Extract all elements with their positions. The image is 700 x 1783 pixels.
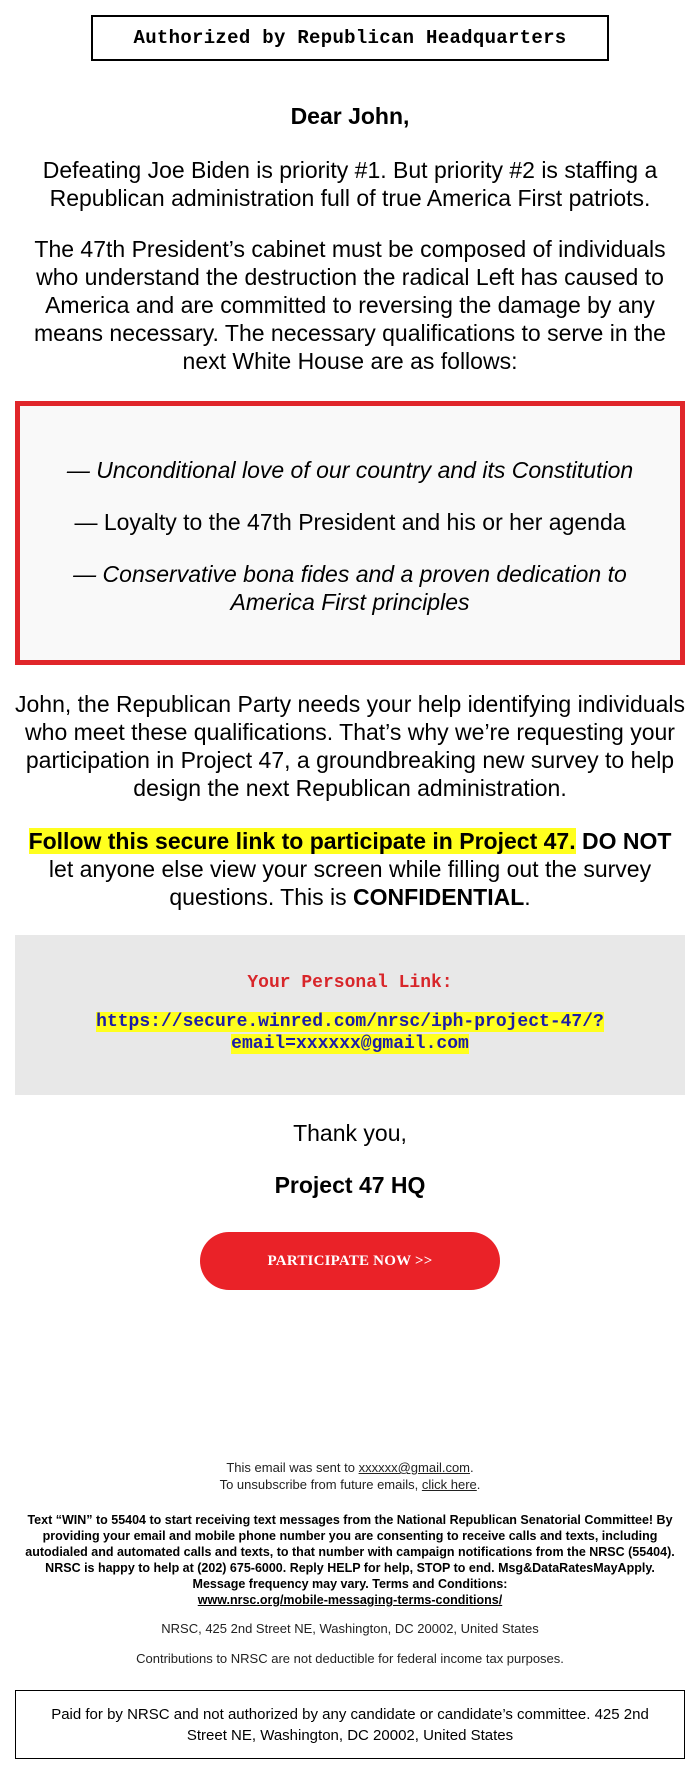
personal-link-url-line2[interactable]: email=xxxxxx@gmail.com	[231, 1034, 469, 1054]
authorized-text: Authorized by Republican Headquarters	[133, 27, 567, 49]
personal-link-box	[15, 935, 685, 1095]
unsubscribe-link[interactable]: click here	[421, 1477, 477, 1492]
contributions-disclaimer: Contributions to NRSC are not deductible for federal income tax purposes.	[136, 1651, 564, 1666]
participate-now-label: PARTICIPATE NOW >>	[267, 1252, 433, 1269]
do-not-text: DO NOT	[581, 828, 672, 854]
signoff-text: Project 47 HQ	[274, 1172, 426, 1198]
authorized-banner	[91, 15, 609, 61]
sent-suffix: .	[470, 1460, 474, 1475]
unsubscribe-prefix: To unsubscribe from future emails,	[219, 1477, 422, 1492]
qualification-item: — Unconditional love of our country and its Constitution	[66, 457, 634, 483]
cta-paragraph	[14, 827, 686, 911]
footer-address: NRSC, 425 2nd Street NE, Washington, DC 20002, United States	[161, 1621, 539, 1636]
sms-text: Text “WIN” to 55404 to start receiving text messages from the National Republican Senatorial Committee! By providing your email and mobile phone number you are consenting to receive calls and texts, including autodialed and automated calls and texts, to that number with campaign notifications from the NRSC (55404). NRSC is happy to help at (202) 675-6000. Reply HELP for help, STOP to end. Msg&DataRatesMayApply. Message frequency may vary. Terms and Conditions:	[25, 1513, 675, 1591]
qualification-item: — Loyalty to the 47th President and his or her agenda	[74, 509, 626, 535]
personal-link-url[interactable]	[55, 1011, 645, 1055]
qualification-item: — Conservative bona fides and a proven dedication to America First principles	[73, 561, 627, 615]
cta-highlight-link[interactable]: Follow this secure link to participate in Project 47.	[28, 828, 576, 854]
confidential-text: CONFIDENTIAL	[353, 884, 525, 910]
personal-link-label: Your Personal Link:	[247, 973, 453, 993]
survey-paragraph: John, the Republican Party needs your help identifying individuals who meet these qualifications. That’s why we’re requesting your participation in Project 47, a groundbreaking new survey to help design the next Republican administration.	[15, 691, 685, 801]
footer-sent-info	[20, 1459, 680, 1493]
paid-for-text: Paid for by NRSC and not authorized by any candidate or candidate’s committee. 425 2nd Street NE, Washington, DC 20002, United States	[51, 1705, 649, 1744]
cta-middle-text: let anyone else view your screen while filling out the survey questions. This is	[48, 856, 652, 910]
sms-disclaimer	[20, 1512, 680, 1608]
paid-for-box	[15, 1690, 685, 1759]
intro-paragraph: Defeating Joe Biden is priority #1. But priority #2 is staffing a Republican administration full of true America First patriots.	[42, 157, 658, 211]
greeting: Dear John,	[290, 103, 410, 129]
unsubscribe-suffix: .	[476, 1477, 481, 1492]
recipient-email-link[interactable]: xxxxxx@gmail.com	[358, 1460, 471, 1475]
thanks-text: Thank you,	[293, 1120, 407, 1146]
cabinet-paragraph: The 47th President’s cabinet must be composed of individuals who understand the destruction the radical Left has caused to America and are committed to reversing the damage by any means necessary. The necessary qualifications to serve in the next White House are as follows:	[34, 236, 666, 374]
terms-link[interactable]: www.nrsc.org/mobile-messaging-terms-conditions/	[197, 1593, 503, 1607]
participate-now-button[interactable]	[200, 1232, 500, 1290]
qualifications-box	[15, 401, 685, 665]
cta-end-text: .	[524, 884, 531, 910]
personal-link-url-line1[interactable]: https://secure.winred.com/nrsc/iph-project-47/?	[96, 1012, 604, 1032]
sent-prefix: This email was sent to	[226, 1460, 359, 1475]
